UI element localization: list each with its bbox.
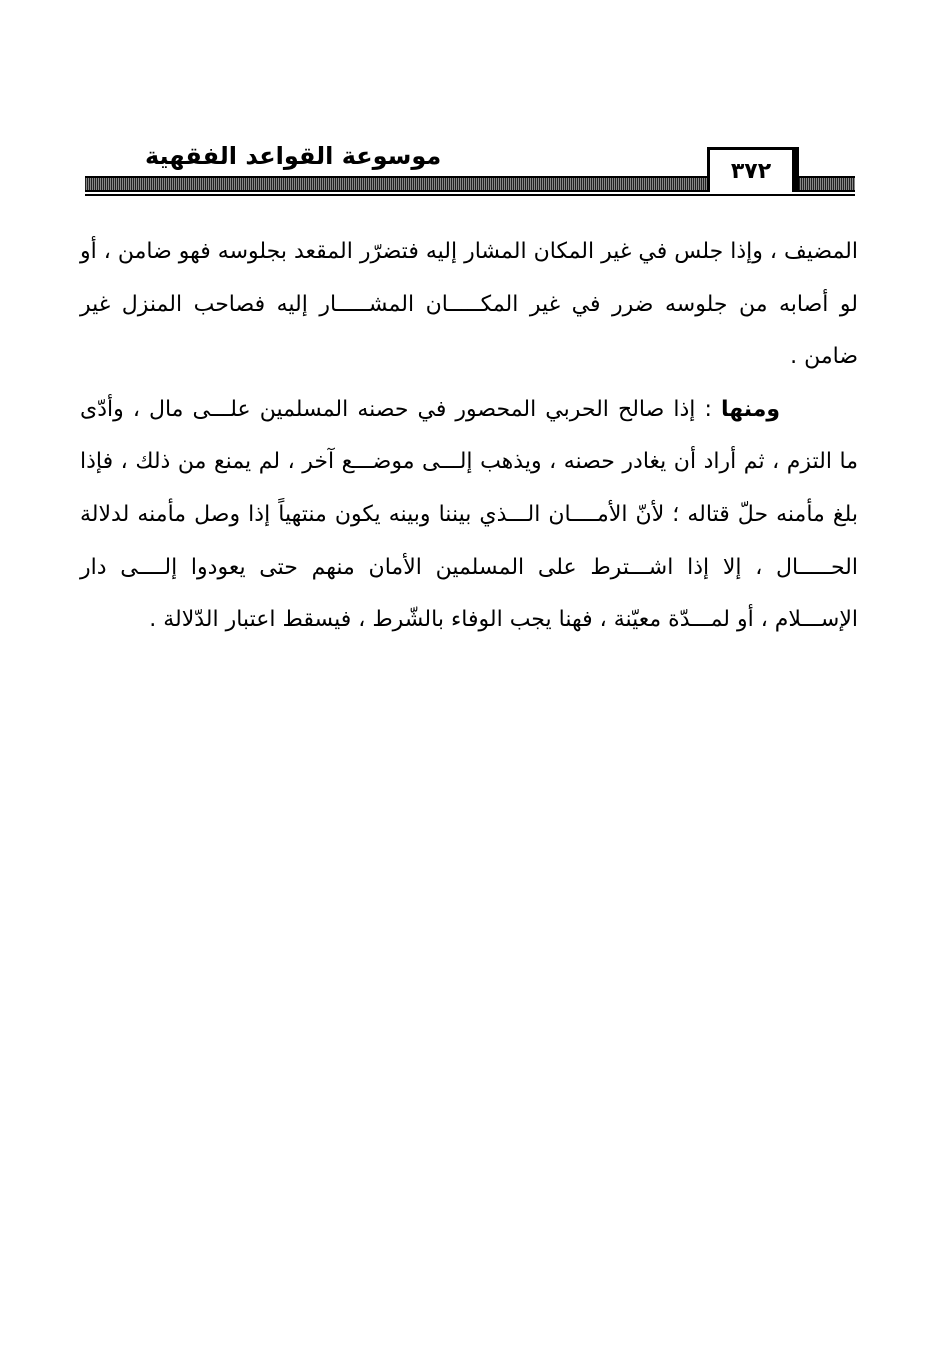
running-title: موسوعة القواعد الفقهية bbox=[145, 142, 442, 170]
header-rule-thin bbox=[85, 194, 855, 196]
paragraph-text: : إذا صالح الحربي المحصور في حصنه المسلمين علـــى مال ، وأدّى ما التزم ، ثم أراد أن يغادر حصنه ، ويذهب إلـــى موضـــع آخر ، لم يمنع من ذلك ، فإذا بلغ مأمنه حلّ قتاله ؛ لأنّ الأمــــان الـــذي بيننا وبينه يكون منتهياً إذا وصل مأمنه لدلالة الحـــــال ، إلا إذا اشـــترط على المسلمين الأمان منهم حتى يعودوا إلــــى دار الإســـلام ، أو لمـــدّة معيّنة ، فهنا يجب الوفاء بالشّرط ، فيسقط اعتبار الدّلالة . bbox=[80, 396, 858, 633]
paragraph bbox=[80, 384, 858, 647]
page-number: ٣٧٢ bbox=[707, 147, 795, 192]
page-header bbox=[85, 140, 855, 200]
paragraph: المضيف ، وإذا جلس في غير المكان المشار إليه فتضرّر المقعد بجلوسه فهو ضامن ، أو لو أصابه من جلوسه ضرر في غير المكـــــان المشـــــار إليه فصاحب المنزل غير ضامن . bbox=[80, 239, 858, 370]
lead-in-word: ومنها bbox=[720, 396, 780, 422]
body-text bbox=[80, 226, 858, 647]
